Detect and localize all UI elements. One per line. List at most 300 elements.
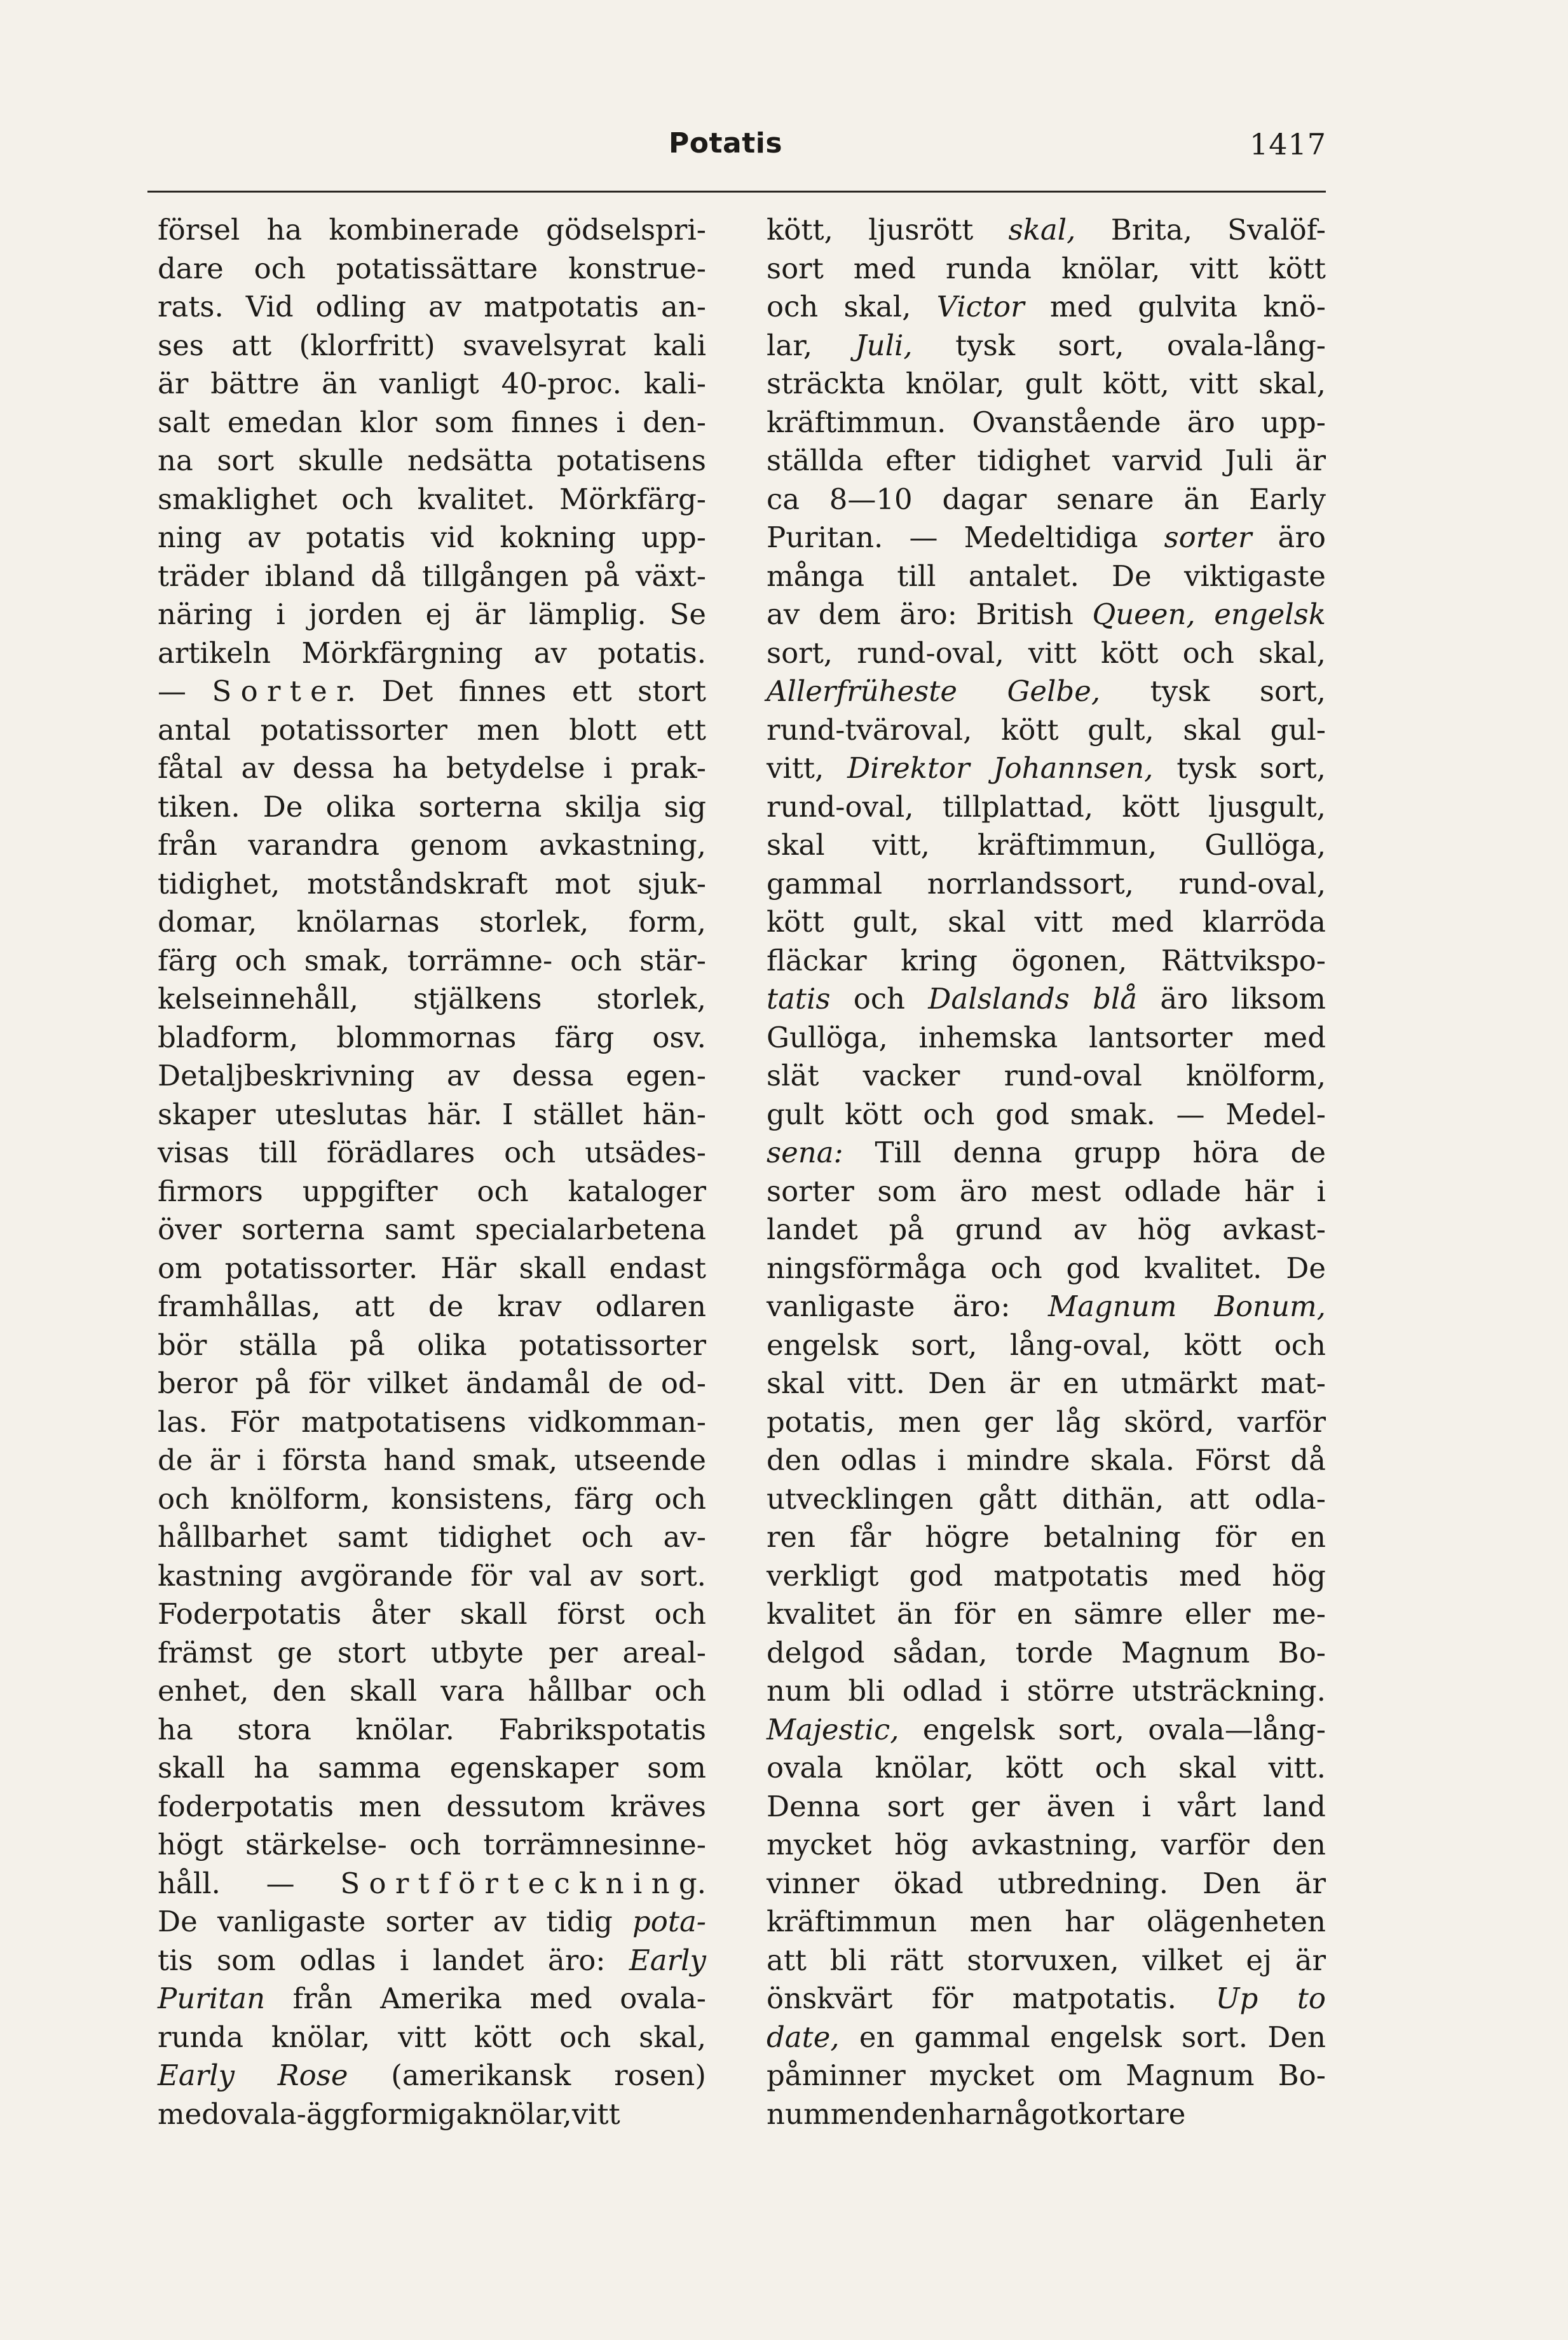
word: potatis, — [767, 1405, 875, 1439]
word: Johannsen, — [993, 751, 1154, 785]
word: ljusrött — [868, 213, 974, 247]
word: vitt — [1190, 251, 1239, 285]
text-line — [767, 1019, 1326, 1058]
word: den — [892, 2097, 947, 2131]
word: bättre — [210, 367, 300, 400]
word: gul- — [1270, 712, 1326, 747]
word: tidighet — [977, 444, 1091, 477]
word: Juli, — [855, 328, 913, 362]
word: specialarbetena — [475, 1213, 706, 1246]
word: Brita, — [1110, 213, 1192, 247]
word: och — [1274, 1328, 1326, 1362]
word: De — [1286, 1251, 1326, 1285]
word: kött, — [1102, 367, 1169, 400]
word: sort, — [1058, 328, 1124, 362]
word: rätt — [890, 1943, 944, 1977]
text-line — [158, 1480, 706, 1519]
word: avgörande — [299, 1558, 453, 1593]
text-line — [767, 365, 1326, 404]
text-line — [767, 1288, 1326, 1326]
word: rosen) — [614, 2058, 706, 2092]
word: sort — [767, 251, 824, 285]
word: då — [371, 559, 407, 593]
word: potatissorter. — [224, 1251, 418, 1285]
word: odlas — [840, 1443, 917, 1477]
text-line — [767, 1788, 1326, 1826]
text-line — [158, 980, 706, 1019]
word: sådan, — [892, 1635, 988, 1670]
word: gult, — [852, 905, 920, 939]
word: vitt — [1189, 367, 1238, 400]
word: firmors — [158, 1174, 263, 1208]
word: påminner — [767, 2058, 906, 2092]
word: matpotatis — [993, 1558, 1149, 1593]
word: för — [1215, 1520, 1257, 1554]
word: to — [1297, 1982, 1326, 2015]
word: gått — [978, 1481, 1037, 1516]
text-line — [767, 1403, 1326, 1442]
word: senare — [1056, 482, 1154, 516]
word: de — [608, 1366, 643, 1400]
word: Vid — [245, 290, 294, 323]
word: vanligt — [379, 367, 479, 400]
word: Victor — [936, 290, 1025, 323]
word: Puritan — [158, 1982, 266, 2015]
word: rund-tväroval, — [767, 712, 972, 747]
word: dagar — [942, 482, 1027, 516]
word: skal — [1178, 1751, 1237, 1785]
word: är — [209, 1443, 240, 1477]
word: Medeltidiga — [964, 520, 1138, 554]
word: engelsk — [922, 1712, 1035, 1746]
word: knölar, — [875, 1751, 974, 1785]
word: av — [767, 597, 800, 631]
text-line — [158, 1903, 706, 1942]
word: kött, — [767, 213, 833, 247]
word: bli — [848, 1674, 885, 1708]
word: land — [1262, 1789, 1326, 1823]
word: potatissorter — [260, 712, 447, 747]
word: svavelsyrat — [463, 328, 626, 362]
word: god — [1066, 1251, 1121, 1285]
text-line — [767, 288, 1326, 327]
word: utsträckning. — [1132, 1674, 1326, 1708]
word: de — [158, 1443, 193, 1477]
word: Till — [875, 1136, 922, 1169]
word: i — [1142, 1789, 1151, 1823]
word: än — [322, 367, 357, 400]
word: smak. — [1070, 1097, 1156, 1131]
word: skaper — [158, 1097, 256, 1131]
word: sorter — [1164, 520, 1252, 554]
text-line — [158, 1403, 706, 1442]
word: som — [647, 1751, 706, 1785]
word: Detaljbeskrivning — [158, 1059, 415, 1092]
word: samt — [337, 1520, 408, 1554]
word: skulle — [297, 444, 384, 477]
word: me- — [1272, 1597, 1326, 1631]
word: dessa — [292, 751, 374, 785]
word: av — [589, 1558, 623, 1593]
word: av — [493, 1905, 527, 1938]
word: hög — [1137, 1213, 1192, 1246]
word: rund-oval — [1004, 1059, 1142, 1092]
word: betalning — [1043, 1520, 1181, 1554]
word: stjälkens — [413, 982, 542, 1016]
text-line — [767, 903, 1326, 942]
word: varför — [1237, 1405, 1326, 1439]
word: stora — [237, 1712, 311, 1746]
text-line — [767, 1518, 1326, 1557]
word: klor — [360, 405, 418, 439]
word: är — [1295, 444, 1326, 477]
word: Magnum — [1048, 1289, 1177, 1323]
word: varvid — [1112, 444, 1203, 477]
text-line — [767, 634, 1326, 673]
text-line — [158, 404, 706, 442]
text-line — [767, 1249, 1326, 1288]
word: uteslutas — [275, 1097, 408, 1131]
word: hög — [894, 1828, 949, 1861]
text-line — [158, 1518, 706, 1557]
header-rule — [147, 191, 1326, 193]
word: kött — [844, 1097, 903, 1131]
word: skall — [158, 1751, 225, 1785]
word: men — [358, 1789, 421, 1823]
text-line — [158, 1826, 706, 1865]
word: äro — [1187, 405, 1236, 439]
word: Direktor — [847, 751, 970, 785]
text-line — [158, 1057, 706, 1096]
word: över — [158, 1213, 222, 1246]
word: gult — [1025, 367, 1082, 400]
word: storvuxen, — [967, 1943, 1119, 1977]
word: finnes — [458, 674, 547, 708]
word: till — [258, 1136, 297, 1169]
word: grund — [955, 1213, 1042, 1246]
word: är — [1009, 1366, 1040, 1400]
word: högt — [158, 1828, 223, 1861]
text-line — [767, 980, 1326, 1019]
word: för — [470, 1558, 512, 1593]
word: runda — [158, 2020, 244, 2054]
word: kvalitet — [767, 1597, 876, 1631]
word: utseende — [574, 1443, 706, 1477]
word: av — [247, 520, 281, 554]
word: ställda — [767, 444, 864, 477]
word: Gullöga, — [1204, 828, 1326, 862]
word: tis — [158, 1943, 193, 1977]
word: — — [158, 674, 186, 708]
word: en — [1016, 1597, 1053, 1631]
word: en — [859, 2020, 895, 2054]
word: Early — [1248, 482, 1326, 516]
word: för — [953, 1597, 995, 1631]
word: med — [158, 2097, 221, 2131]
word: utmärkt — [1121, 1366, 1238, 1400]
word: ibland — [264, 559, 355, 593]
word: god — [995, 1097, 1049, 1131]
word: smak, — [304, 943, 390, 977]
text-line — [767, 1595, 1326, 1634]
word: olägenheten — [1146, 1905, 1326, 1938]
word: skal, — [843, 290, 911, 323]
word: bladform, — [158, 1020, 299, 1054]
word: att — [1189, 1481, 1229, 1516]
text-line — [767, 480, 1326, 519]
word: ovala — [767, 1751, 843, 1785]
text-line — [158, 1096, 706, 1134]
word: artikeln — [158, 636, 271, 670]
text-line — [767, 942, 1326, 981]
word: äro: — [547, 1943, 606, 1977]
word: ha — [158, 1712, 193, 1746]
word: tiken. — [158, 789, 240, 824]
word: I — [501, 1097, 514, 1131]
word: torrämne- — [407, 943, 553, 977]
word: framhållas, — [158, 1289, 321, 1323]
word: stär- — [639, 943, 706, 977]
word: träder — [158, 559, 249, 593]
word: blott — [569, 712, 637, 747]
word: dessa — [512, 1059, 594, 1092]
word: på — [255, 1366, 291, 1400]
word: har — [1065, 1905, 1114, 1938]
word: ovala-äggformiga — [220, 2097, 474, 2131]
word: osv. — [652, 1020, 706, 1054]
word: sort. — [1181, 2020, 1248, 2054]
word: i — [603, 751, 613, 785]
word: date, — [767, 2020, 840, 2054]
word: högre — [925, 1520, 1010, 1554]
word: upp- — [641, 520, 706, 554]
word: landet — [767, 1213, 858, 1246]
word: Queen, — [1092, 597, 1196, 631]
word: en — [1063, 1366, 1098, 1400]
word: kött — [1100, 636, 1159, 670]
text-line — [158, 1980, 706, 2018]
word: matpotatisens — [301, 1405, 507, 1439]
word: skal — [767, 1366, 825, 1400]
word: salt — [158, 405, 210, 439]
word: De — [158, 1905, 198, 1938]
word: samma — [318, 1751, 421, 1785]
text-line — [158, 788, 706, 827]
word: vårt — [1178, 1789, 1236, 1823]
word: British — [976, 597, 1074, 631]
word: ha — [266, 213, 303, 247]
word: får — [849, 1520, 891, 1554]
word: mycket — [767, 1828, 872, 1861]
text-line — [158, 2057, 706, 2095]
text-line — [767, 1980, 1326, 2018]
text-line — [767, 519, 1326, 557]
word: Allerfrüheste — [767, 674, 957, 708]
word: sort, — [1259, 674, 1326, 708]
word: och — [1094, 1751, 1147, 1785]
text-line — [158, 1788, 706, 1826]
word: ses — [158, 328, 204, 362]
word: mest — [1030, 1174, 1101, 1208]
word: och — [1182, 636, 1234, 670]
word: är — [1295, 1866, 1326, 1900]
word: vacker — [862, 1059, 960, 1092]
word: Puritan. — [767, 520, 883, 554]
word: med — [1179, 1558, 1242, 1593]
word: första — [282, 1443, 367, 1477]
text-line — [767, 1942, 1326, 1980]
word: Bonum, — [1214, 1289, 1326, 1323]
word: blå — [1093, 982, 1138, 1016]
word: av — [1073, 1213, 1107, 1246]
word: kräftimmun, — [977, 828, 1157, 862]
word: utbyte — [431, 1635, 524, 1670]
word: skall — [350, 1674, 418, 1708]
word: Medel- — [1225, 1097, 1326, 1131]
word: dare — [158, 251, 224, 285]
word: Majestic, — [767, 1712, 899, 1746]
word: domar, — [158, 905, 257, 939]
word: växt- — [636, 559, 706, 593]
text-line — [767, 2018, 1326, 2057]
word: gödselspri- — [546, 213, 706, 247]
word: kött — [1122, 789, 1180, 824]
word: för — [931, 1982, 974, 2015]
running-header-title: Potatis — [669, 127, 783, 160]
word: färg — [573, 1481, 634, 1516]
word: ej — [425, 597, 452, 631]
word: i — [616, 405, 625, 439]
word: form, — [628, 905, 706, 939]
word: hållbarhet — [158, 1520, 308, 1554]
text-line — [158, 519, 706, 557]
text-line — [158, 826, 706, 865]
word: låg — [1056, 1405, 1101, 1439]
word: äro — [1160, 982, 1208, 1016]
word: odlad — [902, 1674, 983, 1708]
text-line — [158, 1173, 706, 1211]
word: ändamål — [465, 1366, 590, 1400]
word: att — [354, 1289, 395, 1323]
word: viktigaste — [1183, 559, 1326, 593]
word: nedsätta — [407, 444, 533, 477]
text-line — [158, 1634, 706, 1673]
text-line — [767, 1364, 1326, 1403]
text-line — [767, 1173, 1326, 1211]
word: Early — [158, 2058, 235, 2092]
word: lämplig. — [529, 597, 646, 631]
word: med — [1263, 1020, 1326, 1054]
word: knölar. — [355, 1712, 454, 1746]
word: — — [909, 520, 938, 554]
word: äro — [1278, 520, 1326, 554]
text-line — [767, 404, 1326, 442]
word: är — [474, 597, 506, 631]
word: vitt — [571, 2097, 620, 2131]
text-line — [158, 1557, 706, 1596]
word: skal — [1183, 712, 1241, 747]
word: avkast- — [1222, 1213, 1326, 1246]
word: kastning — [158, 1558, 283, 1593]
text-line — [767, 2095, 1326, 2134]
text-line — [767, 1865, 1326, 1903]
word: ovala-lång- — [1167, 328, 1326, 362]
word: en — [1290, 1520, 1326, 1554]
word: kali- — [643, 367, 706, 400]
word: odlaren — [595, 1289, 706, 1323]
word: hållbar — [528, 1674, 631, 1708]
word: gult — [767, 1097, 824, 1131]
word: Gullöga, — [767, 1020, 888, 1054]
word: areal- — [622, 1635, 706, 1670]
word: ge — [277, 1635, 313, 1670]
text-line — [158, 1249, 706, 1288]
word: håll. — [158, 1866, 221, 1900]
word: olika — [325, 789, 396, 824]
word: ett — [571, 674, 612, 708]
text-line — [158, 211, 706, 250]
word: i — [937, 1443, 946, 1477]
word: ljusgult, — [1208, 789, 1326, 824]
text-line — [158, 1134, 706, 1173]
word: på — [350, 1328, 385, 1362]
word: kräftimmun. — [767, 405, 946, 439]
word: beror — [158, 1366, 238, 1400]
word: Up — [1215, 1982, 1258, 2015]
text-line — [158, 442, 706, 480]
word: För — [229, 1405, 279, 1439]
word: i — [1316, 1174, 1326, 1208]
word: av — [446, 1059, 481, 1092]
word: grupp — [1074, 1136, 1161, 1169]
word: antalet. — [968, 559, 1079, 593]
word: dessutom — [446, 1789, 585, 1823]
word: odla- — [1254, 1481, 1326, 1516]
word: engelsk — [767, 1328, 878, 1362]
word: den — [272, 1674, 327, 1708]
word: först — [557, 1597, 625, 1631]
word: las. — [158, 1405, 208, 1439]
word: varandra — [248, 828, 380, 862]
text-line — [158, 1288, 706, 1326]
word: vitt, — [767, 751, 824, 785]
word: (amerikansk — [391, 2058, 571, 2092]
word: kali — [653, 328, 706, 362]
word: bli — [829, 1943, 867, 1977]
word: betydelse — [446, 751, 585, 785]
word: sort. — [639, 1558, 706, 1593]
text-line — [767, 1634, 1326, 1673]
word: potatissättare — [336, 251, 538, 285]
word: ovala—lång- — [1148, 1712, 1326, 1746]
word: men — [830, 2097, 893, 2131]
word: på — [584, 559, 620, 593]
word: ett — [666, 712, 706, 747]
word: då — [1290, 1443, 1326, 1477]
word: egenskaper — [449, 1751, 618, 1785]
word: i — [276, 597, 285, 631]
word: tatis — [767, 982, 831, 1016]
word: ökad — [893, 1866, 964, 1900]
word: Den — [1202, 1866, 1261, 1900]
word: enhet, — [158, 1674, 249, 1708]
word: sena: — [767, 1136, 843, 1169]
word: norrlandssort, — [927, 866, 1134, 901]
word: ning — [158, 520, 222, 554]
text-line — [767, 1096, 1326, 1134]
text-line — [767, 1211, 1326, 1249]
word: tidig — [546, 1905, 613, 1938]
